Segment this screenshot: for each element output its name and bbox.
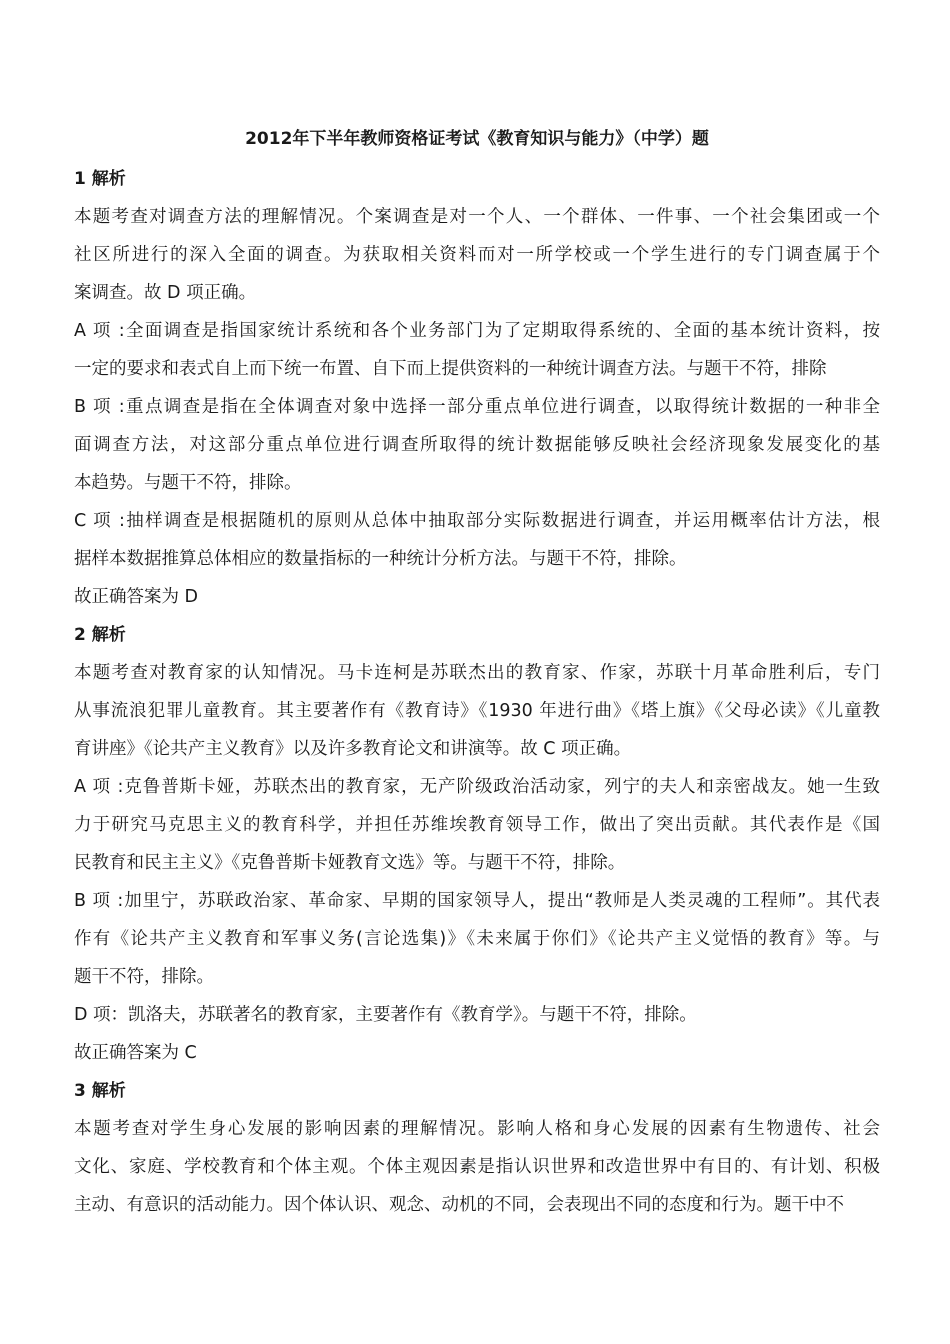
analysis-section xyxy=(74,616,880,1072)
text-line: 故正确答案为 D xyxy=(74,587,199,607)
text-line: 社区所进行的深入全面的调查。为获取相关资料而对一所学校或一个学生进行的专门调查属于个 xyxy=(74,245,880,265)
paragraph xyxy=(74,882,880,996)
paragraph xyxy=(74,654,880,768)
text-line: C 项 :抽样调查是根据随机的原则从总体中抽取部分实际数据进行调查，并运用概率估计方法，根 xyxy=(74,511,880,531)
document-title: 2012年下半年教师资格证考试《教育知识与能力》（中学）题 xyxy=(245,129,709,149)
paragraph xyxy=(74,996,880,1034)
text-line: 育讲座》《论共产主义教育》以及许多教育论文和讲演等。故 C 项正确。 xyxy=(74,739,632,759)
text-line: 力于研究马克思主义的教育科学，并担任苏维埃教育领导工作，做出了突出贡献。其代表作是《国 xyxy=(74,815,880,835)
analysis-section xyxy=(74,1072,880,1224)
text-line: A 项 :克鲁普斯卡娅，苏联杰出的教育家，无产阶级政治活动家，列宁的夫人和亲密战友。她一生致 xyxy=(74,777,880,797)
text-line: 案调查。故 D 项正确。 xyxy=(74,283,257,303)
text-line: 故正确答案为 C xyxy=(74,1043,197,1063)
section-heading: 3 解析 xyxy=(74,1081,126,1101)
paragraph xyxy=(74,1034,880,1072)
paragraph xyxy=(74,578,880,616)
section-heading: 1 解析 xyxy=(74,169,126,189)
paragraph xyxy=(74,312,880,388)
text-line: 本题考查对学生身心发展的影响因素的理解情况。影响人格和身心发展的因素有生物遗传、社会 xyxy=(74,1119,880,1139)
paragraph xyxy=(74,198,880,312)
text-line: D 项：凯洛夫，苏联著名的教育家，主要著作有《教育学》。与题干不符，排除。 xyxy=(74,1005,697,1025)
paragraph xyxy=(74,768,880,882)
text-line: 一定的要求和表式自上而下统一布置、自下而上提供资料的一种统计调查方法。与题干不符，排除 xyxy=(74,359,827,379)
text-line: 题干不符，排除。 xyxy=(74,967,214,987)
text-line: A 项 :全面调查是指国家统计系统和各个业务部门为了定期取得系统的、全面的基本统计资料，按 xyxy=(74,321,880,341)
text-line: B 项 :加里宁，苏联政治家、革命家、早期的国家领导人，提出“教师是人类灵魂的工程师”。其代表 xyxy=(74,891,880,911)
paragraph xyxy=(74,388,880,502)
text-line: 据样本数据推算总体相应的数量指标的一种统计分析方法。与题干不符，排除。 xyxy=(74,549,687,569)
analysis-section xyxy=(74,160,880,616)
text-line: 民教育和民主主义》《克鲁普斯卡娅教育文选》等。与题干不符，排除。 xyxy=(74,853,626,873)
text-line: 文化、家庭、学校教育和个体主观。个体主观因素是指认识世界和改造世界中有目的、有计划、积极 xyxy=(74,1157,880,1177)
text-line: 从事流浪犯罪儿童教育。其主要著作有《教育诗》《1930 年进行曲》《塔上旗》《父母必读》《儿童教 xyxy=(74,701,880,721)
text-line: 作有《论共产主义教育和军事义务(言论选集)》《未来属于你们》《论共产主义觉悟的教育》等。与 xyxy=(74,929,880,949)
text-line: 本题考查对教育家的认知情况。马卡连柯是苏联杰出的教育家、作家，苏联十月革命胜利后，专门 xyxy=(74,663,880,683)
paragraph xyxy=(74,1110,880,1224)
text-line: 本趋势。与题干不符，排除。 xyxy=(74,473,302,493)
document-page xyxy=(74,122,880,1224)
text-line: B 项 :重点调查是指在全体调查对象中选择一部分重点单位进行调查，以取得统计数据的一种非全 xyxy=(74,397,880,417)
text-line: 主动、有意识的活动能力。因个体认识、观念、动机的不同，会表现出不同的态度和行为。题干中不 xyxy=(74,1195,844,1215)
text-line: 面调查方法，对这部分重点单位进行调查所取得的统计数据能够反映社会经济现象发展变化的基 xyxy=(74,435,880,455)
paragraph xyxy=(74,502,880,578)
sections-container xyxy=(74,160,880,1224)
text-line: 本题考查对调查方法的理解情况。个案调查是对一个人、一个群体、一件事、一个社会集团或一个 xyxy=(74,207,880,227)
section-heading: 2 解析 xyxy=(74,625,126,645)
